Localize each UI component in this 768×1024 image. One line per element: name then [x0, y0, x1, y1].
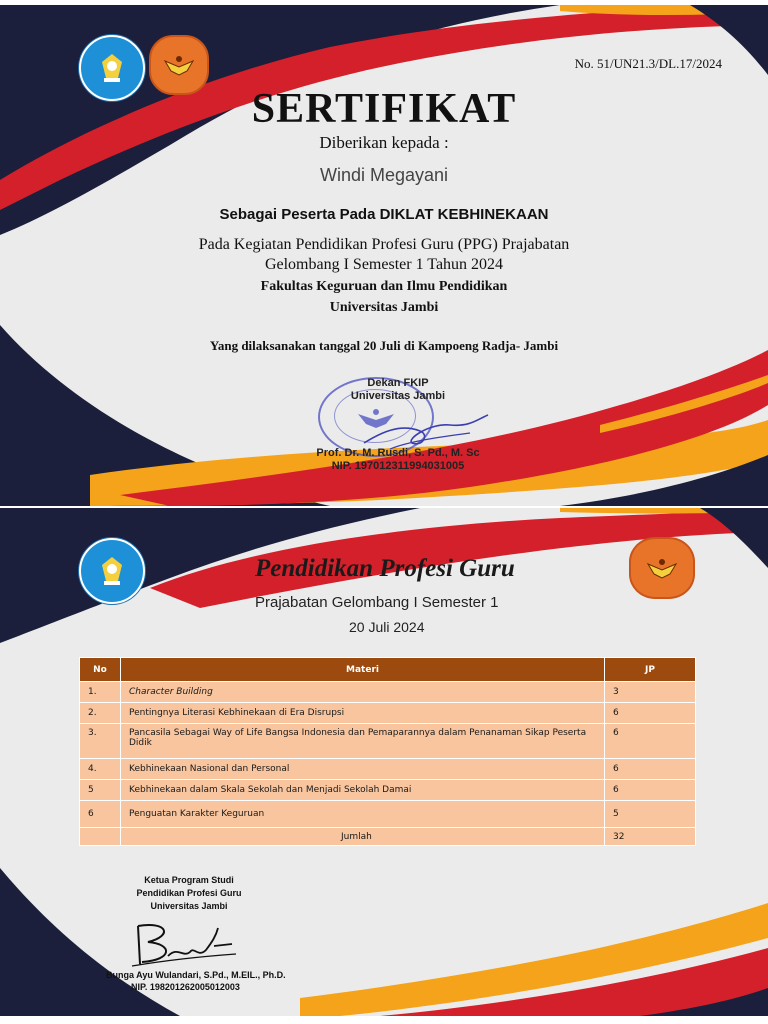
- certificate-number: No. 51/UN21.3/DL.17/2024: [574, 56, 722, 71]
- row-jp: 5: [605, 801, 696, 828]
- header-materi: Materi: [121, 658, 605, 682]
- row-materi: Penguatan Karakter Keguruan: [121, 801, 605, 828]
- row-jp: 6: [605, 780, 696, 801]
- tut-wuri-handayani-logo: [79, 538, 145, 604]
- row-no: 5: [80, 780, 121, 801]
- university-name: Universitas Jambi: [329, 300, 439, 315]
- row-materi: Pentingnya Literasi Kebhinekaan di Era Disrupsi: [121, 703, 605, 724]
- signer-nip: NIP. 198201262005012003: [131, 982, 240, 992]
- signer-title-2: Pendidikan Profesi Guru: [136, 888, 242, 898]
- row-no: 6: [80, 801, 121, 828]
- universitas-jambi-logo: [629, 537, 695, 599]
- row-no: 3.: [80, 724, 121, 759]
- certificate-page: [0, 5, 768, 506]
- signer-nip: NIP. 197012311994031005: [331, 460, 465, 472]
- total-label: Jumlah: [121, 828, 605, 846]
- signer-title-1: Ketua Program Studi: [144, 875, 234, 885]
- table-row: [80, 801, 696, 828]
- table-total-row: [80, 828, 696, 846]
- certificate-title: SERTIFIKAT: [251, 86, 517, 132]
- program-date: 20 Juli 2024: [349, 619, 425, 635]
- curriculum-page: [0, 508, 768, 1016]
- table-row: [80, 703, 696, 724]
- table-row: [80, 682, 696, 703]
- participant-line: Sebagai Peserta Pada DIKLAT KEBHINEKAAN: [219, 206, 549, 223]
- table-header-row: [80, 658, 696, 682]
- total-no-cell: [80, 828, 121, 846]
- row-no: 2.: [80, 703, 121, 724]
- row-no: 4.: [80, 759, 121, 780]
- faculty-name: Fakultas Keguruan dan Ilmu Pendidikan: [260, 279, 508, 294]
- row-materi: Pancasila Sebagai Way of Life Bangsa Indonesia dan Pemaparannya dalam Penanaman Sikap Peserta Didik: [121, 724, 605, 759]
- activity-line-2: Gelombang I Semester 1 Tahun 2024: [264, 256, 504, 273]
- header-jp: JP: [605, 658, 696, 682]
- signer-title-1: Dekan FKIP: [367, 377, 429, 389]
- row-jp: 6: [605, 703, 696, 724]
- row-jp: 3: [605, 682, 696, 703]
- row-jp: 6: [605, 724, 696, 759]
- table-row: [80, 780, 696, 801]
- header-no: No: [80, 658, 121, 682]
- table-row: [80, 759, 696, 780]
- row-jp: 6: [605, 759, 696, 780]
- program-heading: Pendidikan Profesi Guru: [255, 555, 515, 582]
- activity-line-1: Pada Kegiatan Pendidikan Profesi Guru (PPG) Prajabatan: [198, 236, 570, 253]
- given-to-label: Diberikan kepada :: [319, 133, 449, 152]
- materi-table: [79, 657, 696, 846]
- total-value: 32: [605, 828, 696, 846]
- recipient-name: Windi Megayani: [319, 165, 449, 185]
- row-materi: Character Building: [121, 682, 605, 703]
- signer-name: Prof. Dr. M. Rusdi, S. Pd., M. Sc: [316, 447, 480, 459]
- row-materi: Kebhinekaan Nasional dan Personal: [121, 759, 605, 780]
- signer-name: Bunga Ayu Wulandari, S.Pd., M.EIL., Ph.D.: [106, 970, 286, 980]
- table-row: [80, 724, 696, 759]
- signer-title-3: Universitas Jambi: [150, 901, 228, 911]
- signer-title-2: Universitas Jambi: [350, 390, 446, 402]
- event-held-line: Yang dilaksanakan tanggal 20 Juli di Kampoeng Radja- Jambi: [209, 338, 559, 353]
- row-materi: Kebhinekaan dalam Skala Sekolah dan Menjadi Sekolah Damai: [121, 780, 605, 801]
- row-no: 1.: [80, 682, 121, 703]
- signature: [128, 916, 238, 971]
- program-subheading: Prajabatan Gelombang I Semester 1: [255, 594, 499, 611]
